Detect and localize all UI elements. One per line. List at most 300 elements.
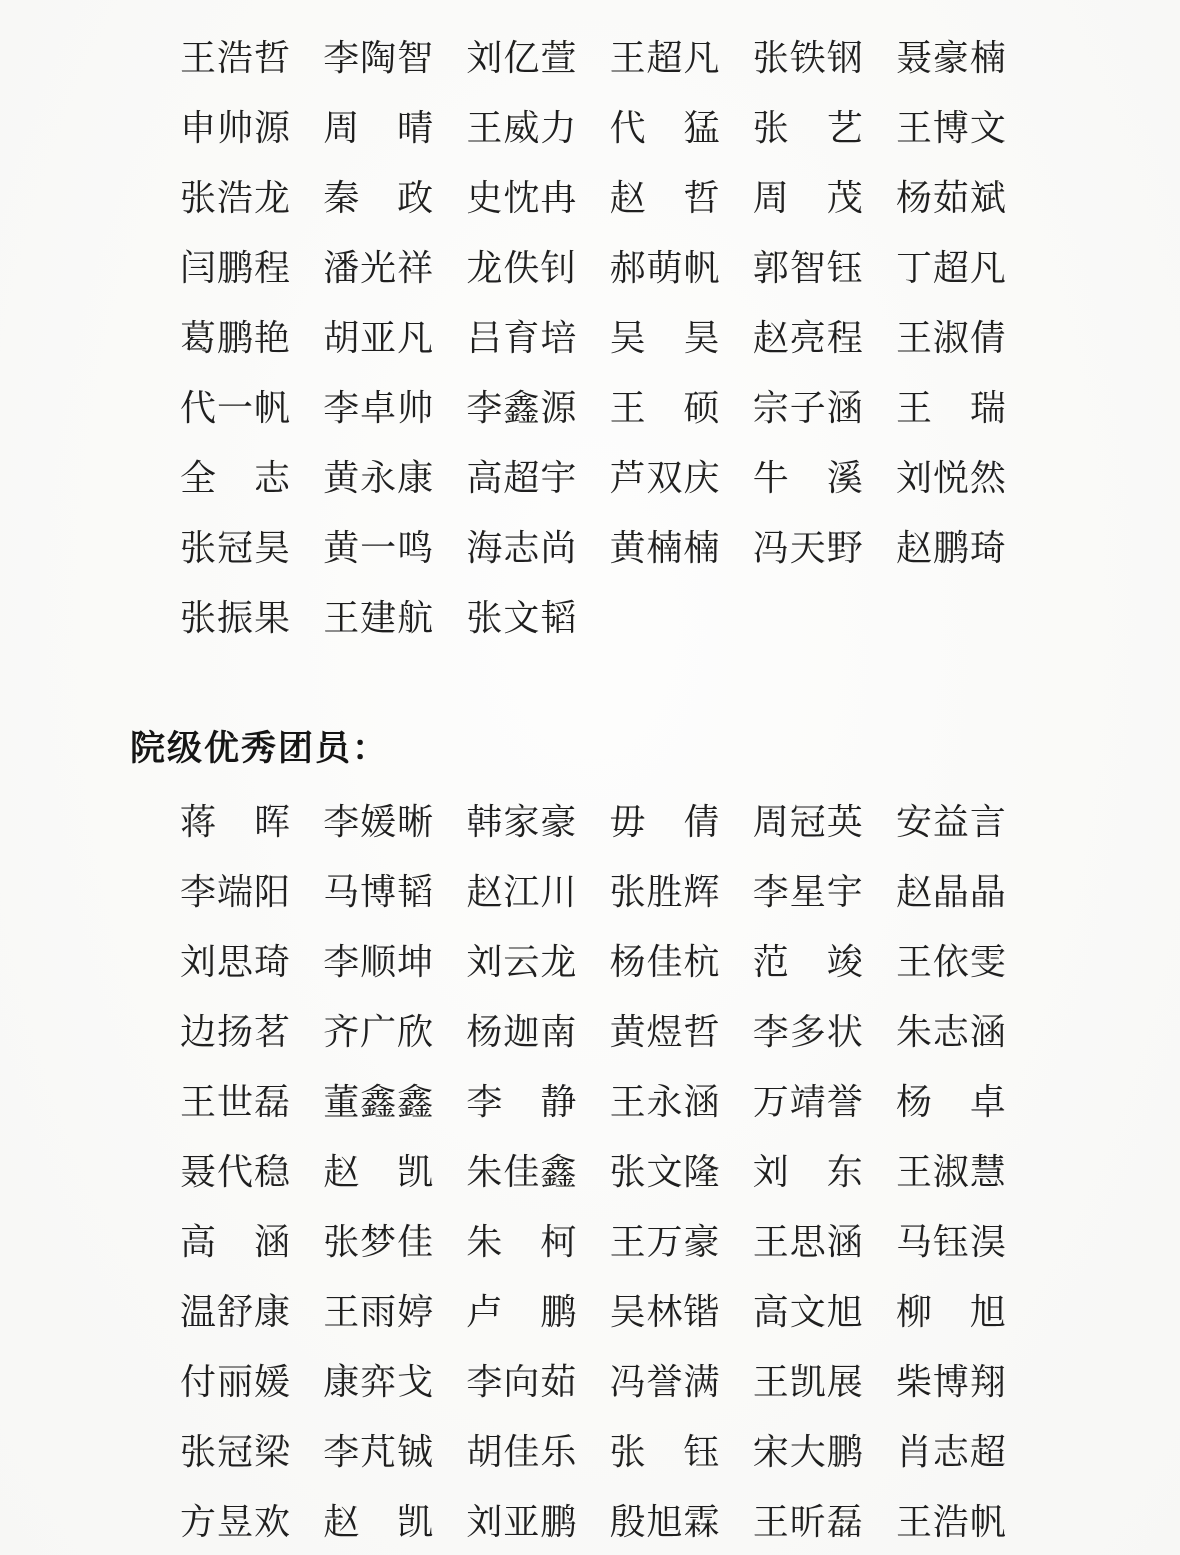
name-character: 马 [323, 872, 360, 912]
name-character: 周 [752, 802, 789, 842]
name-character: 黄 [323, 458, 360, 498]
name-character: 卓 [360, 388, 397, 428]
name-character: 柯 [540, 1222, 577, 1262]
name-character: 尚 [540, 528, 577, 568]
name-character: 朱 [466, 1222, 503, 1262]
name-character: 媛 [360, 802, 397, 842]
name-character: 张 [752, 38, 789, 78]
person-name [323, 1154, 433, 1190]
name-character: 淑 [932, 318, 969, 358]
person-name [896, 1014, 1006, 1050]
name-character: 佳 [503, 1432, 540, 1472]
person-name [466, 874, 576, 910]
name-character: 钢 [826, 38, 863, 78]
name-character: 王 [180, 38, 217, 78]
name-character: 赵 [752, 318, 789, 358]
name-character: 齐 [323, 1012, 360, 1052]
name-character: 思 [216, 942, 253, 982]
name-character: 江 [503, 872, 540, 912]
name-character: 超 [646, 38, 683, 78]
person-name [610, 390, 720, 426]
name-character: 周 [752, 178, 789, 218]
name-character: 鑫 [540, 1152, 577, 1192]
name-character: 超 [503, 458, 540, 498]
name-character: 阳 [253, 872, 290, 912]
person-name [323, 110, 433, 146]
name-character: 源 [253, 108, 290, 148]
person-name [896, 804, 1006, 840]
name-character: 铁 [789, 38, 826, 78]
person-name [180, 1294, 290, 1330]
person-name [466, 530, 576, 566]
name-character: 马 [895, 1222, 932, 1262]
person-name [896, 530, 1006, 566]
name-character: 煜 [646, 1012, 683, 1052]
person-name [323, 874, 433, 910]
person-name [610, 1084, 720, 1120]
name-character: 亿 [503, 38, 540, 78]
name-character: 凡 [683, 38, 720, 78]
person-name [753, 390, 863, 426]
person-name [180, 1154, 290, 1190]
person-name [466, 944, 576, 980]
person-name [323, 530, 433, 566]
section-heading-college-level: 院级优秀团员： [130, 729, 390, 768]
name-character: 雨 [360, 1292, 397, 1332]
person-name [323, 460, 433, 496]
name-character: 卢 [466, 1292, 503, 1332]
name-character: 韬 [397, 872, 434, 912]
name-character: 翔 [969, 1362, 1006, 1402]
name-character: 安 [895, 802, 932, 842]
name-character: 亮 [789, 318, 826, 358]
person-name [323, 1084, 433, 1120]
name-character: 陶 [360, 38, 397, 78]
person-name [896, 390, 1006, 426]
person-name [896, 320, 1006, 356]
name-character: 文 [789, 1292, 826, 1332]
name-character: 昕 [789, 1502, 826, 1542]
person-name [610, 1154, 720, 1190]
name-character: 杨 [609, 942, 646, 982]
name-character: 状 [826, 1012, 863, 1052]
name-character: 星 [789, 872, 826, 912]
name-character: 胡 [466, 1432, 503, 1472]
name-character: 涵 [683, 1082, 720, 1122]
name-character: 忱 [503, 178, 540, 218]
name-character: 多 [789, 1012, 826, 1052]
name-character: 聂 [895, 38, 932, 78]
name-character: 超 [932, 248, 969, 288]
name-character: 英 [826, 802, 863, 842]
person-name [180, 1084, 290, 1120]
name-character: 李 [752, 1012, 789, 1052]
name-character: 南 [540, 1012, 577, 1052]
name-character: 王 [895, 1152, 932, 1192]
person-name [753, 804, 863, 840]
name-character: 凯 [397, 1502, 434, 1542]
name-character: 鹏 [540, 1502, 577, 1542]
name-character: 媛 [253, 1362, 290, 1402]
name-character: 倩 [969, 318, 1006, 358]
person-name [323, 1224, 433, 1260]
person-name [323, 1504, 433, 1540]
name-character: 茂 [826, 178, 863, 218]
name-character: 黄 [609, 1012, 646, 1052]
name-character: 秦 [323, 178, 360, 218]
name-character: 鸣 [397, 528, 434, 568]
name-character: 梁 [253, 1432, 290, 1472]
name-character: 家 [503, 802, 540, 842]
name-character: 帅 [397, 388, 434, 428]
person-name [896, 874, 1006, 910]
name-character: 坤 [397, 942, 434, 982]
name-character: 申 [180, 108, 217, 148]
name-character: 范 [752, 942, 789, 982]
name-character: 代 [216, 1152, 253, 1192]
name-character: 张 [466, 598, 503, 638]
person-name [753, 874, 863, 910]
name-character: 凯 [397, 1152, 434, 1192]
person-name [896, 460, 1006, 496]
person-name [466, 180, 576, 216]
name-character: 培 [540, 318, 577, 358]
person-name [323, 1294, 433, 1330]
name-character: 向 [503, 1362, 540, 1402]
name-character: 依 [932, 942, 969, 982]
name-character: 程 [826, 318, 863, 358]
name-character: 王 [323, 598, 360, 638]
name-character: 康 [253, 1292, 290, 1332]
name-character: 李 [466, 1362, 503, 1402]
name-character: 智 [789, 248, 826, 288]
person-name [610, 180, 720, 216]
name-character: 黄 [323, 528, 360, 568]
person-name [753, 320, 863, 356]
name-character: 卓 [969, 1082, 1006, 1122]
person-name [753, 944, 863, 980]
name-character: 顺 [360, 942, 397, 982]
name-character: 钰 [683, 1432, 720, 1472]
name-character: 哲 [683, 1012, 720, 1052]
name-character: 静 [540, 1082, 577, 1122]
name-character: 赵 [895, 528, 932, 568]
name-character: 哲 [253, 38, 290, 78]
name-character: 欣 [397, 1012, 434, 1052]
person-name [466, 1084, 576, 1120]
person-name [180, 1364, 290, 1400]
person-name [610, 1294, 720, 1330]
name-character: 端 [216, 872, 253, 912]
person-name [896, 1084, 1006, 1120]
name-character: 博 [932, 1362, 969, 1402]
name-character: 益 [932, 802, 969, 842]
name-character: 志 [503, 528, 540, 568]
name-character: 方 [180, 1502, 217, 1542]
person-name [610, 874, 720, 910]
name-character: 杨 [895, 1082, 932, 1122]
name-grid-section-1 [180, 0, 1006, 636]
name-character: 硕 [683, 388, 720, 428]
name-character: 宇 [540, 458, 577, 498]
person-name [610, 804, 720, 840]
name-character: 旭 [826, 1292, 863, 1332]
name-character: 猛 [683, 108, 720, 148]
name-character: 肖 [895, 1432, 932, 1472]
name-character: 博 [932, 108, 969, 148]
person-name [610, 1434, 720, 1470]
person-name [753, 1294, 863, 1330]
name-character: 志 [932, 1432, 969, 1472]
name-character: 源 [540, 388, 577, 428]
name-character: 智 [397, 38, 434, 78]
name-character: 王 [752, 1222, 789, 1262]
name-character: 毋 [609, 802, 646, 842]
name-character: 付 [180, 1362, 217, 1402]
person-name [610, 40, 720, 76]
name-character: 霖 [683, 1502, 720, 1542]
person-name [180, 944, 290, 980]
name-character: 鑫 [503, 388, 540, 428]
name-character: 昊 [253, 528, 290, 568]
name-character: 竣 [826, 942, 863, 982]
name-character: 杭 [683, 942, 720, 982]
name-character: 钰 [932, 1222, 969, 1262]
name-character: 稳 [253, 1152, 290, 1192]
name-character: 帅 [216, 108, 253, 148]
person-name [466, 600, 576, 636]
name-character: 刘 [180, 942, 217, 982]
name-character: 王 [466, 108, 503, 148]
name-character: 宗 [752, 388, 789, 428]
name-character: 天 [789, 528, 826, 568]
name-character: 刘 [466, 38, 503, 78]
name-character: 王 [180, 1082, 217, 1122]
person-name [323, 804, 433, 840]
person-name [753, 1154, 863, 1190]
name-character: 倩 [683, 802, 720, 842]
name-character: 朱 [466, 1152, 503, 1192]
name-character: 张 [180, 178, 217, 218]
name-character: 赵 [466, 872, 503, 912]
name-character: 丽 [216, 1362, 253, 1402]
name-character: 吴 [609, 1292, 646, 1332]
name-character: 豪 [683, 1222, 720, 1262]
name-character: 王 [895, 318, 932, 358]
name-character: 潘 [323, 248, 360, 288]
name-character: 誉 [646, 1362, 683, 1402]
person-name [180, 460, 290, 496]
name-character: 子 [789, 388, 826, 428]
name-character: 然 [969, 458, 1006, 498]
name-character: 殷 [609, 1502, 646, 1542]
name-character: 鑫 [360, 1082, 397, 1122]
name-character: 琦 [969, 528, 1006, 568]
name-character: 隆 [683, 1152, 720, 1192]
name-character: 戈 [397, 1362, 434, 1402]
name-character: 涵 [826, 388, 863, 428]
name-character: 周 [323, 108, 360, 148]
name-character: 冠 [216, 528, 253, 568]
name-character: 茗 [253, 1012, 290, 1052]
person-name [180, 250, 290, 286]
person-name [180, 180, 290, 216]
name-character: 佳 [397, 1222, 434, 1262]
name-character: 张 [752, 108, 789, 148]
name-character: 黄 [609, 528, 646, 568]
person-name [610, 1224, 720, 1260]
person-name [896, 1224, 1006, 1260]
name-character: 野 [826, 528, 863, 568]
name-character: 鹏 [216, 318, 253, 358]
name-character: 扬 [216, 1012, 253, 1052]
name-character: 鹏 [826, 1432, 863, 1472]
person-name [323, 1014, 433, 1050]
name-character: 刘 [752, 1152, 789, 1192]
name-character: 佳 [503, 1152, 540, 1192]
name-character: 志 [932, 1012, 969, 1052]
name-character: 海 [466, 528, 503, 568]
name-character: 冠 [789, 802, 826, 842]
name-character: 斌 [969, 178, 1006, 218]
name-character: 吕 [466, 318, 503, 358]
name-character: 高 [466, 458, 503, 498]
name-character: 艺 [826, 108, 863, 148]
name-character: 辉 [683, 872, 720, 912]
name-character: 刘 [466, 1502, 503, 1542]
name-character: 满 [683, 1362, 720, 1402]
person-name [180, 390, 290, 426]
name-character: 广 [360, 1012, 397, 1052]
name-character: 李 [323, 802, 360, 842]
person-name [896, 180, 1006, 216]
person-name [753, 40, 863, 76]
person-name [180, 530, 290, 566]
name-character: 淏 [969, 1222, 1006, 1262]
name-character: 韬 [540, 598, 577, 638]
name-character: 柳 [895, 1292, 932, 1332]
name-character: 代 [609, 108, 646, 148]
name-character: 宋 [752, 1432, 789, 1472]
person-name [180, 874, 290, 910]
person-name [753, 1224, 863, 1260]
name-character: 航 [397, 598, 434, 638]
name-character: 茹 [932, 178, 969, 218]
name-character: 温 [180, 1292, 217, 1332]
name-character: 萱 [540, 38, 577, 78]
name-character: 王 [609, 1082, 646, 1122]
name-character: 晴 [397, 108, 434, 148]
name-character: 王 [895, 108, 932, 148]
person-name [323, 1364, 433, 1400]
name-character: 刘 [466, 942, 503, 982]
name-character: 果 [253, 598, 290, 638]
person-name [610, 1364, 720, 1400]
name-character: 弈 [360, 1362, 397, 1402]
name-character: 威 [503, 108, 540, 148]
name-character: 李 [466, 388, 503, 428]
person-name [466, 1504, 576, 1540]
person-name [323, 944, 433, 980]
name-character: 张 [180, 598, 217, 638]
name-character: 祥 [397, 248, 434, 288]
person-name [323, 390, 433, 426]
name-grid-section-2 [180, 804, 1006, 1540]
name-character: 李 [323, 388, 360, 428]
name-character: 史 [466, 178, 503, 218]
person-name [610, 110, 720, 146]
name-character: 郝 [609, 248, 646, 288]
person-name [180, 804, 290, 840]
person-name [323, 320, 433, 356]
name-character: 张 [609, 1432, 646, 1472]
name-character: 全 [180, 458, 217, 498]
person-name [323, 250, 433, 286]
name-character: 杨 [895, 178, 932, 218]
name-character: 亚 [503, 1502, 540, 1542]
person-name [896, 250, 1006, 286]
name-character: 萌 [646, 248, 683, 288]
name-character: 闫 [180, 248, 217, 288]
name-character: 张 [609, 1152, 646, 1192]
name-character: 铖 [397, 1432, 434, 1472]
person-name [753, 460, 863, 496]
name-character: 旭 [969, 1292, 1006, 1332]
name-character: 乐 [540, 1432, 577, 1472]
name-character: 晶 [969, 872, 1006, 912]
name-character: 豪 [540, 802, 577, 842]
person-name [610, 530, 720, 566]
name-character: 康 [397, 458, 434, 498]
name-character: 靖 [789, 1082, 826, 1122]
name-character: 锴 [683, 1292, 720, 1332]
person-name [896, 1504, 1006, 1540]
person-name [753, 180, 863, 216]
name-character: 李 [323, 942, 360, 982]
name-character: 赵 [895, 872, 932, 912]
person-name [610, 250, 720, 286]
name-character: 庆 [683, 458, 720, 498]
person-name [466, 1154, 576, 1190]
person-name [896, 944, 1006, 980]
name-character: 永 [646, 1082, 683, 1122]
person-name [180, 1434, 290, 1470]
name-character: 世 [216, 1082, 253, 1122]
name-character: 志 [253, 458, 290, 498]
name-character: 王 [609, 38, 646, 78]
person-name [753, 1504, 863, 1540]
name-character: 丁 [895, 248, 932, 288]
name-character: 董 [323, 1082, 360, 1122]
name-character: 柴 [895, 1362, 932, 1402]
name-character: 旭 [646, 1502, 683, 1542]
name-character: 瑞 [969, 388, 1006, 428]
name-character: 钰 [826, 248, 863, 288]
name-character: 龙 [540, 942, 577, 982]
person-name [466, 1224, 576, 1260]
name-character: 浩 [932, 1502, 969, 1542]
name-character: 欢 [253, 1502, 290, 1542]
name-character: 代 [180, 388, 217, 428]
name-character: 艳 [253, 318, 290, 358]
name-character: 赵 [609, 178, 646, 218]
name-character: 张 [609, 872, 646, 912]
name-character: 李 [323, 1432, 360, 1472]
person-name [466, 40, 576, 76]
name-character: 帆 [683, 248, 720, 288]
person-name [610, 460, 720, 496]
person-name [610, 1014, 720, 1050]
